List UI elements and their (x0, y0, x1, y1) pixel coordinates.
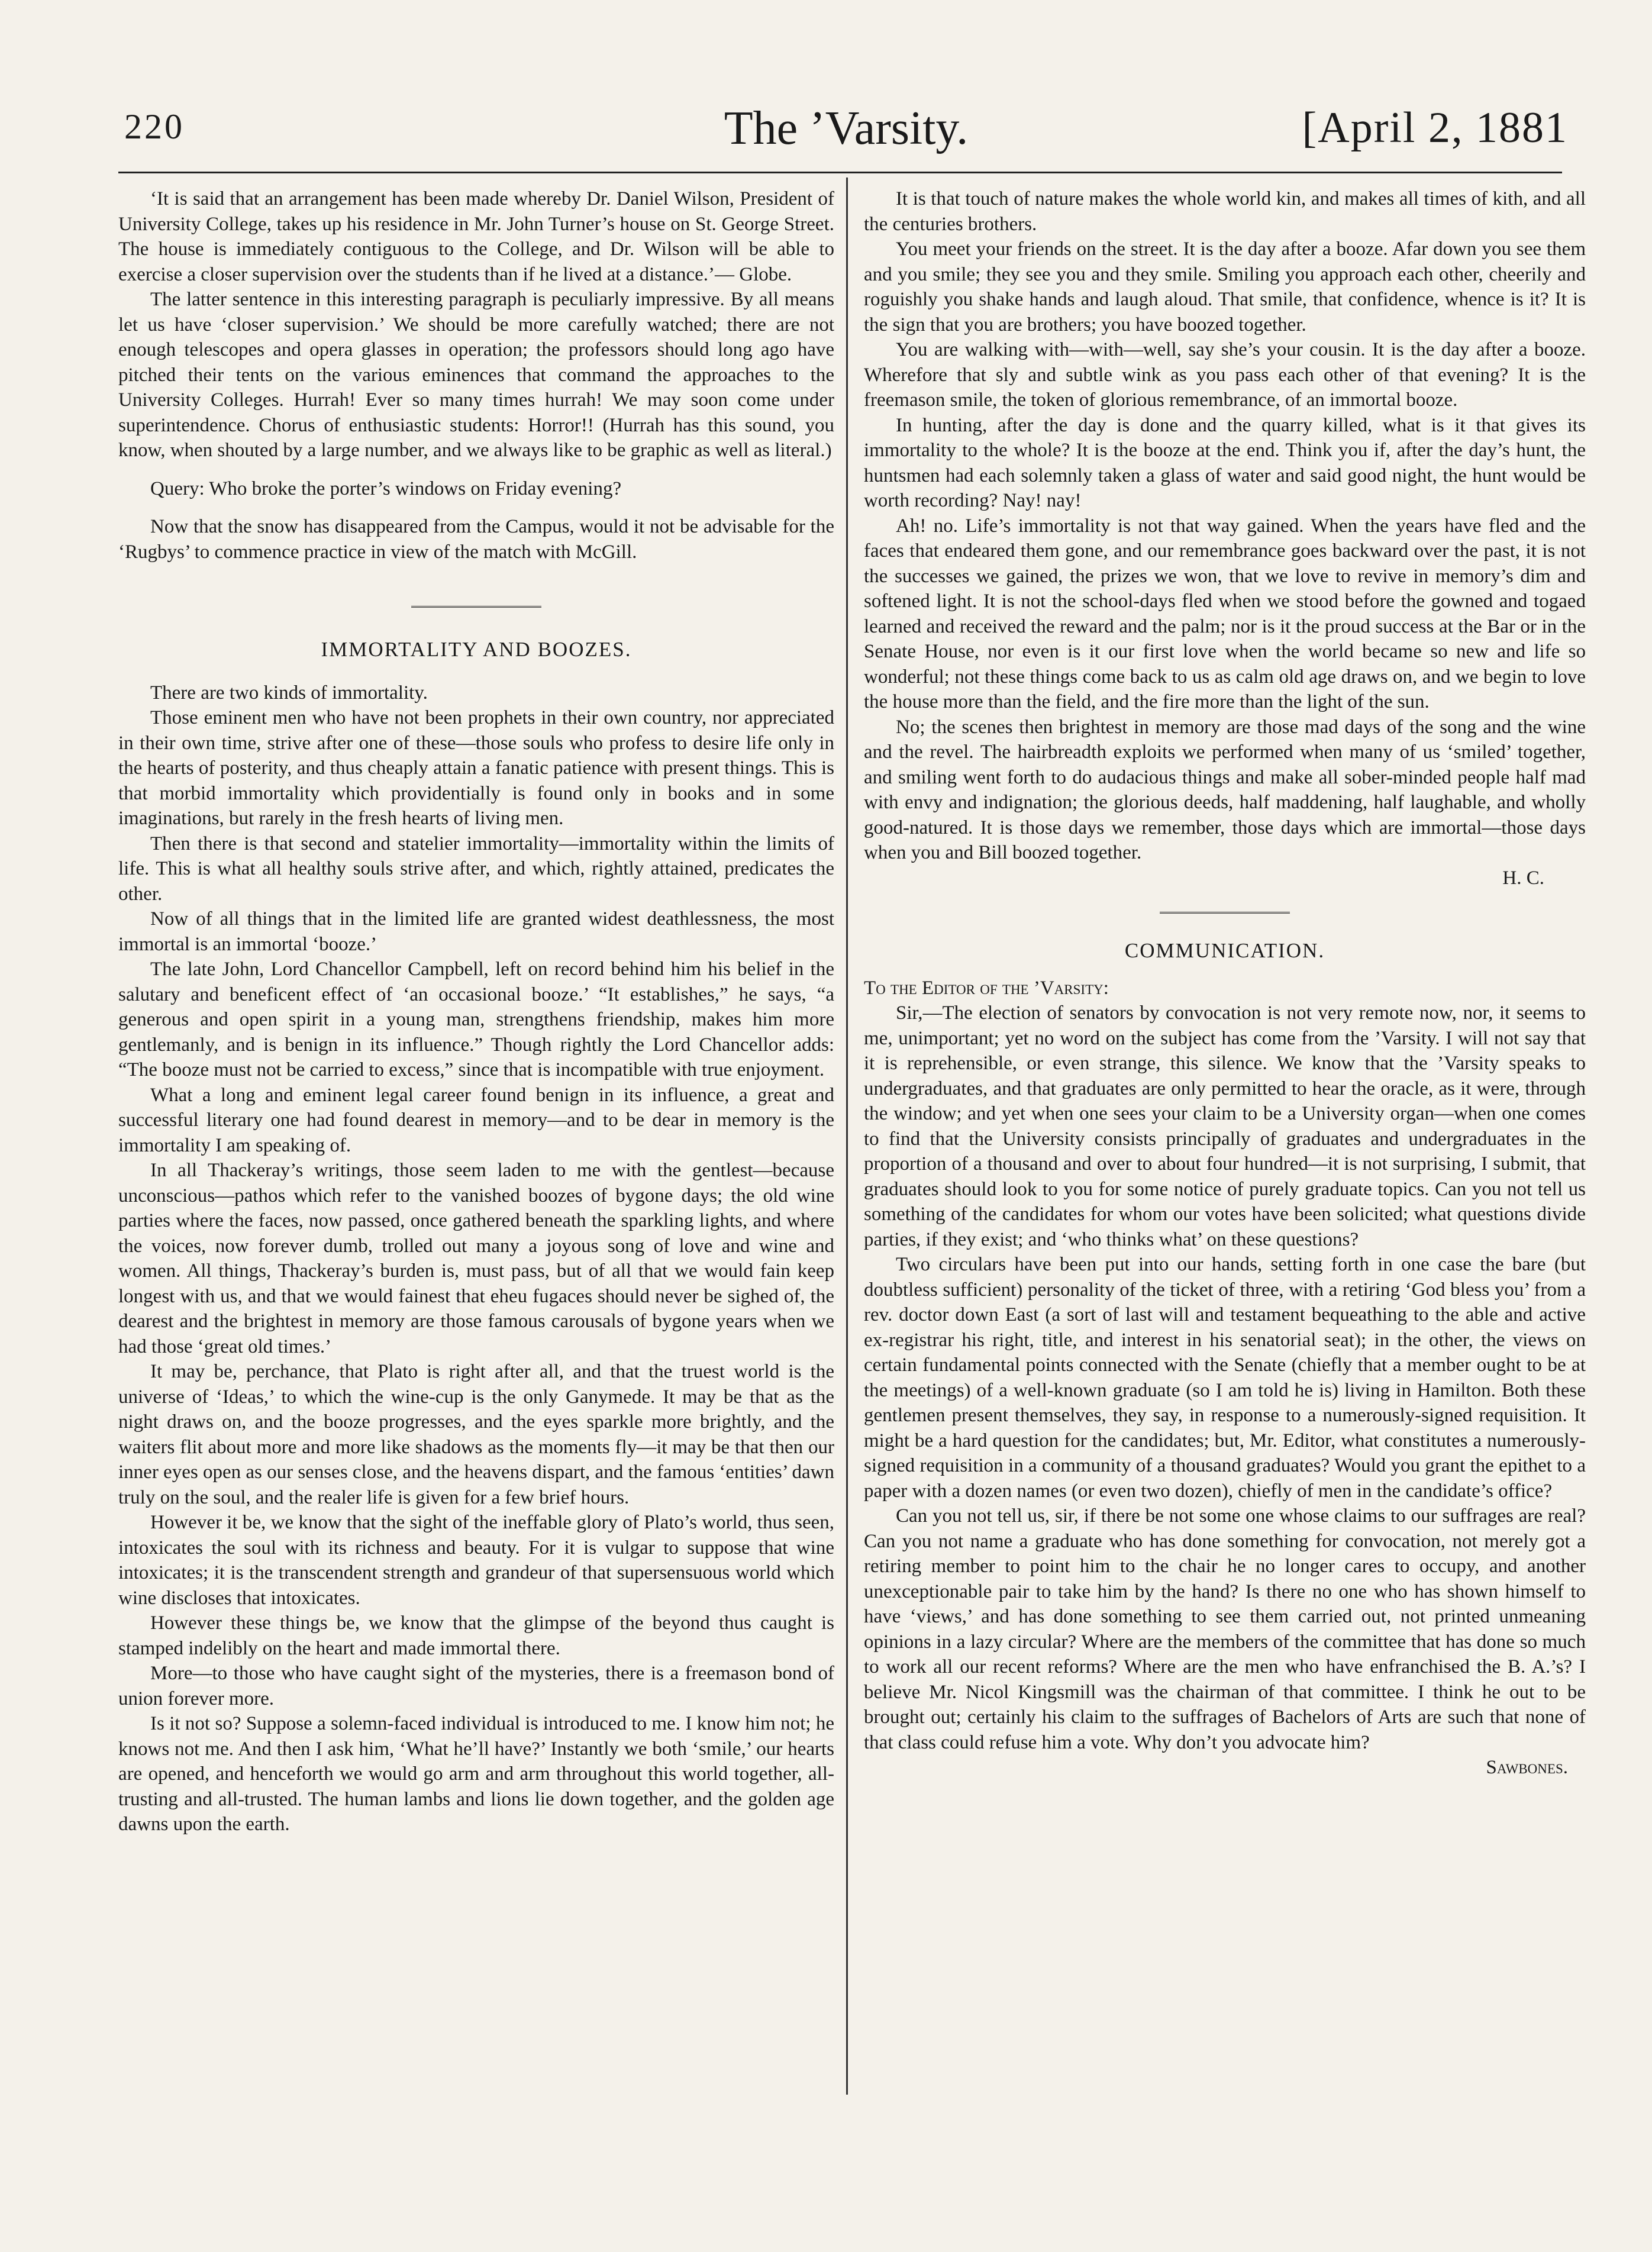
letter-paragraph: Sir,—The election of senators by convocation is not very remote now, nor, it seems to me, unimportant; yet no word on the subject has come from the ’Varsity. I will not say that it is reprehensible, or even strange, this silence. We know that the ’Varsity speaks to undergraduates, and that graduates are only permitted to hear the oracle, as it were, through the window; and yet when one sees your claim to be a University organ—when one comes to find that the University consists principally of graduates and undergraduates in the proportion of a thousand and over to about four hundred—it is not surprising, I submit, that graduates should look to you for some notice of purely graduate topics. Can you not tell us something of the candidates for whom our votes have been solicited; what questions divide parties, if they exist; and ‘who thinks what’ on these questions? (864, 1002, 1586, 1250)
letter-paragraph: Can you not tell us, sir, if there be not some one whose claims to our suffrages are real? Can you not name a graduate who has done something for convocation, not merely got a retiring member to point him to the chair he no longer cares to occupy, and another unexceptionable pair to take him by the hand? Is there no one who has shown himself to have ‘views,’ and has done something to see them carried out, not printed unmeaning opinions in a lazy circular? Where are the members of the committee that has done so much to work all our recent reforms? Where are the men who have enfranchised the B. A.’s? I believe Mr. Nicol Kingsmill was the chairman of that committee. I think he out to be brought out; certainly his claim to the suffrages of Bachelors of Arts are such that none of that class could refuse him a vote. Why don’t you advocate him? (864, 1505, 1586, 1753)
article-paragraph: However it be, we know that the sight of the ineffable glory of Plato’s world, thus seen, intoxicates the soul with its richness and beauty. For it is vulgar to suppose that wine intoxicates; it is the transcendent strength and grandeur of that supersensuous world which wine discloses that intoxicates. (118, 1512, 834, 1609)
article-paragraph: In hunting, after the day is done and the quarry killed, what is it that gives its immortality to the whole? It is the booze at the end. Think you if, after the day’s hunt, the huntsmen had each solemnly taken a glass of water and said good night, the hunt would be worth recording? Nay! nay! (864, 414, 1586, 511)
article-paragraph: What a long and eminent legal career found benign in its influence, a great and successful literary one had found dearest in memory—and to be dear in memory is the immortality I am speaking of. (118, 1084, 834, 1156)
news-item-query: Query: Who broke the porter’s windows on Friday evening? (150, 477, 622, 499)
letter-salutation: To the Editor of the ’Varsity: (864, 977, 1109, 999)
news-item-rugby: Now that the snow has disappeared from the Campus, would it not be advisable for the ‘Rugbys’ to commence practice in view of the match with McGill. (118, 516, 834, 563)
article-paragraph: However these things be, we know that the glimpse of the beyond thus caught is stamped indelibly on the heart and made immortal there. (118, 1612, 834, 1659)
news-item-comment: The latter sentence in this interesting paragraph is peculiarly impressive. By all means let us have ‘closer supervision.’ We should be more carefully watched; there are not enough telescopes and opera glasses in operation; the professors should long ago have pitched their tents on the various eminences that command the approaches to the University Colleges. Hurrah! Ever so many times hurrah! We may soon come under superintendence. Chorus of enthusiastic students: Horror!! (Hurrah has this sound, you know, when shouted by a large number, and we always like to be graphic as well as literal.) (118, 289, 834, 461)
article-heading-immortality: IMMORTALITY AND BOOZES. (321, 638, 632, 661)
column-divider (846, 178, 848, 2095)
article-paragraph: Is it not so? Suppose a solemn-faced individual is introduced to me. I know him not; he knows not me. And then I ask him, ‘What he’ll have?’ Instantly we both ‘smile,’ our hearts are opened, and henceforth we would go arm and arm throughout this world together, all-trusting and all-trusted. The human lambs and lions lie down together, and the golden age dawns upon the earth. (118, 1713, 834, 1835)
header-rule (118, 172, 1562, 173)
section-divider (411, 606, 541, 612)
article-heading-communication: COMMUNICATION. (1124, 939, 1325, 962)
publication-title: The ’Varsity. (724, 102, 969, 154)
article-paragraph: It may be, perchance, that Plato is right after all, and that the truest world is the universe of ‘Ideas,’ to which the wine-cup is the only Ganymede. It may be that as the night draws on, and the booze progresses, and the eyes sparkle more brightly, and the waiters flit about more and more like shadows as the moments fly—it may be that then our inner eyes open as our senses close, and the heavens dispart, and the famous ‘entities’ dawn truly on the soul, and the realer life is given for a few brief hours. (118, 1361, 834, 1508)
article-paragraph: There are two kinds of immortality. (150, 682, 428, 704)
letter-signature: Sawbones. (1486, 1757, 1568, 1778)
article-paragraph: You meet your friends on the street. It is the day after a booze. Afar down you see them and you smile; they see you and they smile. Smiling you approach each other, cheerily and roguishly you shake hands and laugh aloud. That smile, that confidence, whence is it? It is the sign that you are brothers; you have boozed together. (864, 238, 1586, 335)
letter-paragraph: Two circulars have been put into our hands, setting forth in one case the bare (but doubtless sufficient) personality of the ticket of three, with a retiring ‘God bless you’ from a rev. doctor down East (a sort of last will and testament bequeathing to the able and active ex-registrar his right, title, and interest in his senatorial seat); in the other, the views on certain fundamental points connected with the Senate (chiefly that a member ought to be at the meetings) of a well-known graduate (so I am told he is) living in Hamilton. Both these gentlemen present themselves, they say, in response to a numerously-signed requisition. It might be a hard question for the candidates; but, Mr. Editor, what constitutes a numerously-signed requisition in a community of a thousand graduates? Would you grant the epithet to a paper with a dozen names (or even two dozen), chiefly of men in the candidate’s office? (864, 1254, 1586, 1502)
news-item-globe: ‘It is said that an arrangement has been made whereby Dr. Daniel Wilson, President of University College, takes up his residence in Mr. John Turner’s house on St. George Street. The house is immediately contiguous to the College, and Dr. Wilson will be able to exercise a closer supervision over the students than if he lived at a distance.’— Globe. (118, 188, 834, 285)
author-initials: H. C. (1502, 867, 1544, 889)
article-paragraph: Ah! no. Life’s immortality is not that way gained. When the years have fled and the faces that endeared them gone, and our remembrance goes backward over the past, it is not the successes we gained, the prizes we won, that we love to revive in memory’s dim and softened light. It is not the school-days fled when we stood before the gowned and togaed learned and received the reward and the palm; nor is it the proud success at the Bar or in the Senate House, nor even is it our first love when the world became so new and life so wonderful; not these things come back to us as calm old age draws on, and we begin to love the house more than the field, and the fire more than the light of the sun. (864, 515, 1586, 712)
article-paragraph: Now of all things that in the limited life are granted widest deathlessness, the most immortal is an immortal ‘booze.’ (118, 908, 834, 955)
article-paragraph: Those eminent men who have not been prophets in their own country, nor appreciated in their own time, strive after one of these—those souls who profess to desire life only in the hearts of posterity, and thus cheaply attain a fanatic patience with present things. This is that morbid immortality which providentially is found only in books and in some imaginations, but rarely in the fresh hearts of living men. (118, 707, 834, 829)
article-paragraph: More—to those who have caught sight of the mysteries, there is a freemason bond of union forever more. (118, 1663, 834, 1709)
section-divider (1160, 912, 1290, 918)
article-paragraph: The late John, Lord Chancellor Campbell, left on record behind him his belief in the salutary and beneficent effect of ‘an occasional booze.’ “It establishes,” he says, “a generous and open spirit in a young man, strengthens friendship, makes him more gentlemanly, and is benign in its influence.” Though rightly the Lord Chancellor adds: “The booze must not be carried to excess,” since that is incompatible with true enjoyment. (118, 959, 834, 1080)
article-paragraph: You are walking with—with—well, say she’s your cousin. It is the day after a booze. Wherefore that sly and subtle wink as you pass each other of that evening? It is the freemason smile, the token of glorious remembrance, of an immortal booze. (864, 339, 1586, 411)
issue-date: [April 2, 1881 (1302, 104, 1568, 152)
article-paragraph: Then there is that second and statelier immortality—immortality within the limits of life. This is what all healthy souls strive after, and which, rightly attained, predicates the other. (118, 833, 834, 905)
left-column (118, 186, 834, 1837)
masthead (124, 102, 1568, 178)
article-paragraph: In all Thackeray’s writings, those seem laden to me with the gentlest—because unconscious—pathos which refer to the vanished boozes of bygone days; the old wine parties where the faces, now passed, once gathered beneath the sparkling lights, and where the voices, now forever dumb, trolled out many a joyous song of love and wine and women. All things, Thackeray’s burden is, must pass, but of all that we would fain keep longest with us, and that we would fainest that eheu fugaces should never be sighed of, the dearest and the brightest in memory are those famous carousals of bygone years when we had those ‘great old times.’ (118, 1160, 834, 1357)
article-paragraph: It is that touch of nature makes the whole world kin, and makes all times of kith, and all the centuries brothers. (864, 188, 1586, 235)
right-column (864, 186, 1586, 1780)
article-paragraph: No; the scenes then brightest in memory are those mad days of the song and the wine and the revel. The hairbreadth exploits we performed when many of us ‘smiled’ together, and smiling went forth to do audacious things and make all sober-minded people half mad with envy and indignation; the glorious deeds, half maddening, half laughable, and wholly good-natured. It is those days we remember, those days which are immortal—those days when you and Bill boozed together. (864, 716, 1586, 863)
page-number: 220 (124, 107, 185, 146)
